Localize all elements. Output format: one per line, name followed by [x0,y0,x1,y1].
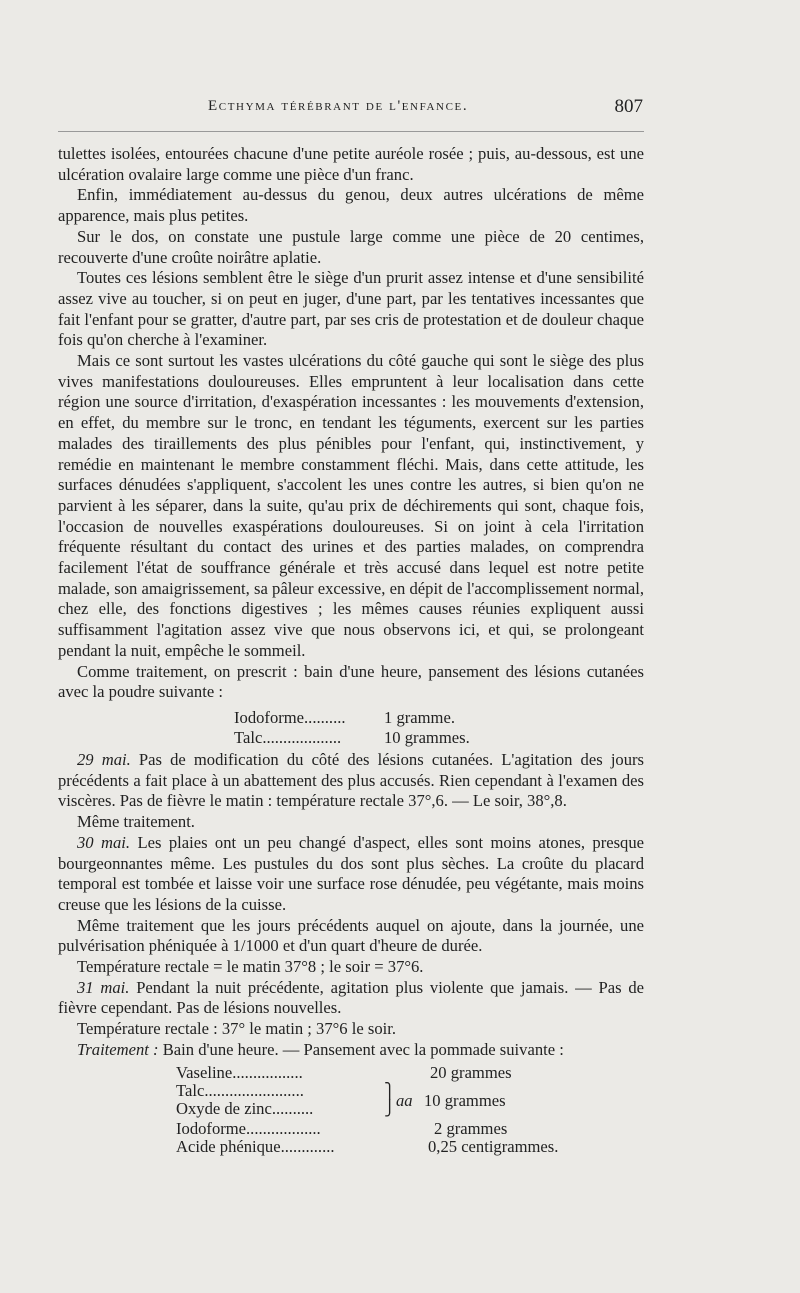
ingredient-name: Talc........................ [176,1080,304,1100]
ingredient-quantity: 10 grammes. [384,727,470,747]
paragraph: Comme traitement, on prescrit : bain d'une heure, pansement des lésions cutanées avec la poudre suivante : [58,661,644,702]
ingredient-quantity: 2 grammes [434,1118,508,1138]
paragraph [58,750,644,812]
paragraph [58,833,644,916]
paragraph: Mais ce sont surtout les vastes ulcérations du côté gauche qui sont le siège des plus vives manifestations douloureuses. Elles empruntent à leur localisation dans cette région une source d'irritation, d'exaspération incessantes : les mouvements d'extension, en effet, du membre sur le tronc, en tendant les téguments, exercent sur les parties malades des tiraillements des plus pénibles pour l'enfant, qui, instinctivement, y remédie en maintenant le membre constamment fléchi. Mais, dans cette attitude, les surfaces dénudées s'appliquent, s'accolent les unes contre les autres, si bien qu'on ne parvient à les séparer, dans la suite, qu'au prix de déchirements qui sont, chaque fois, l'occasion de nouvelles exaspérations douloureuses. Si on joint à cela l'irritation fréquente résultant du contact des urines et des parties malades, on comprendra facilement l'état de souffrance générale et très accusé dans lequel est notre petite malade, son amaigrissement, sa pâleur excessive, en dépit de l'accomplissement normal, chez elle, des fonctions digestives ; les mêmes causes réunies expliquent aussi suffisamment l'agitation assez vive que nous observons ici, et qui, se prolongeant pendant la nuit, empêche le sommeil. [58,351,644,660]
ingredient-name: Acide phénique............. [176,1136,335,1156]
treatment-label: Traitement : [77,1039,159,1059]
recipe-row [234,708,455,729]
entry-text: Pas de modification du côté des lésions cutanées. L'agitation des jours précédents a fait place à un abattement des plus accusés. Rien cependant à l'examen des viscères. Pas de fièvre le matin : température rectale 37°,6. — Le soir, 38°,8. [58,749,645,811]
entry-date: 29 mai. [77,749,131,769]
running-title: Ecthyma térébrant de l'enfance. [208,98,469,114]
paragraph [58,978,644,1019]
ingredient-name: Iodoforme.................. [176,1118,321,1138]
paragraph: Température rectale = le matin 37°8 ; le soir = 37°6. [77,957,424,977]
paragraph: Température rectale : 37° le matin ; 37°6 le soir. [77,1019,396,1039]
ingredient-name: Iodoforme.......... [234,707,346,727]
entry-text: Pendant la nuit précédente, agitation plus violente que jamais. — Pas de fièvre cependant. Pas de lésions nouvelles. [58,977,645,1018]
entry-date: 31 mai. [77,977,130,997]
entry-text: Les plaies ont un peu changé d'aspect, elles sont moins atones, presque bourgeonnantes même. Les pustules du dos sont plus sèches. La croûte du placard temporal est tombée et laisse voir une surface rose dénudée, peu végétante, mais moins creuse que les lésions de la cuisse. [58,832,644,914]
paragraph: Enfin, immédiatement au-dessus du genou, deux autres ulcérations de même apparence, mais plus petites. [58,185,644,226]
ingredient-quantity: 20 grammes [430,1062,512,1082]
brace-icon: ⎫ [384,1083,396,1100]
ingredient-quantity: 10 grammes [424,1090,506,1110]
recipe-powder [58,708,644,750]
ingredient-quantity: 0,25 centigrammes. [428,1136,559,1156]
paragraph: Sur le dos, on constate une pustule large comme une pièce de 20 centimes, recouverte d'une croûte noirâtre aplatie. [58,226,644,267]
paragraph: Même traitement que les jours précédents auquel on ajoute, dans la journée, une pulvérisation phéniquée à 1/1000 et d'un quart d'heure de durée. [58,915,644,956]
ana-abbrev: aa [396,1090,413,1110]
entry-date: 30 mai. [77,832,131,852]
page-header [60,96,643,120]
recipe-ointment [58,1061,644,1159]
paragraph [58,1040,644,1061]
paragraph: Même traitement. [77,812,195,832]
paragraph: Toutes ces lésions semblent être le siège d'un prurit assez intense et d'une sensibilité assez vive au toucher, si on peut en juger, d'une part, par les tentatives incessantes que fait l'enfant pour se gratter, d'autre part, par ses cris de protestation et de douleur chaque fois qu'on cherche à l'examiner. [58,268,644,350]
ingredient-name: Vaseline................. [176,1062,303,1082]
ingredient-quantity: 1 gramme. [384,707,455,727]
ingredient-name: Talc................... [234,727,342,747]
brace-icon: ⎭ [384,1100,396,1117]
body-text [58,144,644,1159]
header-rule [58,131,644,132]
paragraph: tulettes isolées, entourées chacune d'une petite auréole rosée ; puis, au-dessous, est une ulcération ovalaire large comme une pièce d'un franc. [58,144,644,184]
entry-text: Bain d'une heure. — Pansement avec la pommade suivante : [158,1039,564,1059]
ingredient-name: Oxyde de zinc.......... [176,1098,314,1118]
recipe-row [234,728,470,749]
page-number: 807 [614,96,643,117]
